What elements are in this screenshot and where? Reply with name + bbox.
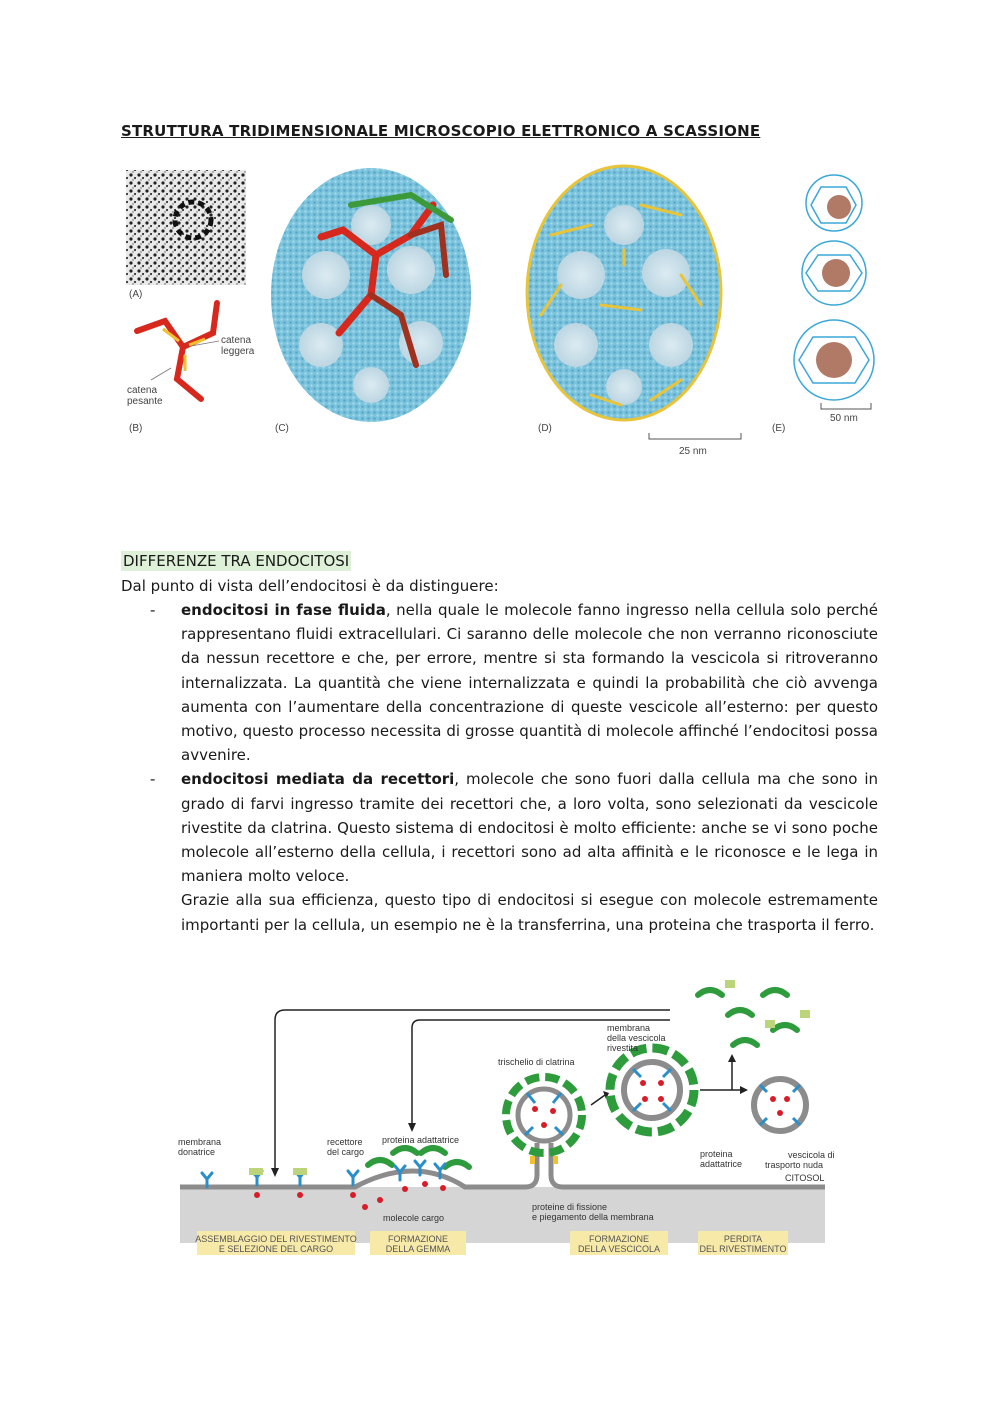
stage-label-2b: DELLA GEMMA: [385, 1244, 451, 1254]
endocytosis-diagram-svg: [175, 975, 835, 1260]
light-chain-label: catena leggera: [221, 335, 255, 357]
naked-vesicle-label-2: trasporto nuda: [765, 1160, 824, 1170]
panel-b-label: (B): [129, 423, 143, 434]
bullet-text: , molecole che sono fuori dalla cellula ma che sono in grado di farvi ingresso tramite dei recettori che, a loro volta, sono selezionati da vescicole rivestite da clatrina. Questo sistema di endocitosi è molto efficiente: anche se vi sono poche molecole all’esterno della cellula, i recettori sono ad alta affinità e le riconosce e le lega in maniera molto veloce.: [181, 770, 879, 886]
stage-label-4a: PERDITA: [723, 1234, 763, 1244]
budding-coat: [368, 1148, 469, 1192]
bullet-dash: -: [150, 601, 156, 619]
vesicle-membrane-label-2: della vescicola: [607, 1033, 666, 1043]
stage-label-4b: DEL RIVESTIMENTO: [699, 1244, 787, 1254]
bullet-term: endocitosi mediata da recettori: [181, 770, 455, 789]
clathrin-figure: [121, 165, 881, 465]
vesicle-membrane-label: membrana: [607, 1023, 651, 1033]
section-heading: DIFFERENZE TRA ENDOCITOSI: [123, 552, 350, 570]
stage-label-3b: DELLA VESCICOLA: [577, 1244, 661, 1254]
adaptor-protein-label-2: proteina: [700, 1149, 733, 1159]
released-clathrin: [698, 980, 810, 1045]
clathrin-figure-svg: [121, 165, 881, 465]
micrograph-panel-a: [126, 170, 246, 285]
adaptor-protein-label: proteina adattatrice: [382, 1135, 460, 1145]
membrane-donor-label-2: donatrice: [178, 1147, 216, 1157]
scale-50nm: 50 nm: [830, 413, 858, 424]
panel-d-label: (D): [538, 423, 552, 434]
panel-e-label: (E): [772, 423, 786, 434]
cargo-molecules-label: molecole cargo: [383, 1213, 445, 1223]
clathrin-cage-c: [271, 168, 471, 422]
heavy-chain-label: catena pesante: [127, 385, 163, 407]
panel-a-label: (A): [129, 289, 143, 300]
cargo-receptor-label-2: del cargo: [327, 1147, 365, 1157]
adaptor-protein-label-2b: adattatrice: [700, 1159, 743, 1169]
clathrin-cage-d: [527, 166, 721, 420]
panel-c-label: (C): [275, 423, 289, 434]
list-item: [121, 598, 878, 767]
membrane-donor-label: membrana: [178, 1137, 222, 1147]
naked-vesicle: [754, 1079, 806, 1131]
bullet-text: , nella quale le molecole fanno ingresso nella cellula solo perché rappresentano fluidi extracellulari. Ci saranno delle molecole che non verranno riconosciute da nessun recettore e che, per errore, mentre si sta formando la vescicola si ritroveranno internalizzata. La quantità che viene internalizzata e quindi la probabilità che ciò avvenga aumenta con l’aumentare della concentrazione di queste vescicole all’esterno: per questo motivo, questo processo necessita di grosse quantità di molecole affinché l’endocitosi possa avvenire.: [181, 601, 878, 765]
cage-models-e: [794, 175, 874, 400]
intro-text: Dal punto di vista dell’endocitosi è da distinguere:: [121, 577, 499, 595]
bullet-dash: -: [150, 770, 156, 789]
triskelion-label: trischelio di clatrina: [498, 1057, 575, 1067]
list-item: [121, 767, 878, 936]
forming-vesicle: [506, 1077, 582, 1164]
cytosol-label: CITOSOL: [785, 1173, 825, 1183]
naked-vesicle-label: vescicola di: [788, 1150, 835, 1160]
stage-label-1a: ASSEMBLAGGIO DEL RIVESTIMENTO: [195, 1234, 357, 1244]
stage-label-3a: FORMAZIONE: [589, 1234, 649, 1244]
bullet-term: endocitosi in fase fluida: [181, 601, 386, 619]
bullet-list: [121, 598, 878, 937]
vesicle-membrane-label-3: rivestita: [607, 1043, 639, 1053]
cargo-receptor-label: recettore: [327, 1137, 363, 1147]
stage-label-2a: FORMAZIONE: [388, 1234, 448, 1244]
scale-25nm: 25 nm: [679, 446, 707, 457]
fission-proteins-label: proteine di fissione: [532, 1202, 608, 1212]
fission-proteins-label-2: e piegamento della membrana: [532, 1212, 654, 1222]
stage-label-1b: E SELEZIONE DEL CARGO: [218, 1244, 334, 1254]
coated-vesicle: [610, 1048, 694, 1132]
page-title: STRUTTURA TRIDIMENSIONALE MICROSCOPIO ELETTRONICO A SCASSIONE: [121, 122, 761, 140]
bullet-extra-text: Grazie alla sua efficienza, questo tipo di endocitosi si esegue con molecole estremamente importanti per la cellula, un esempio ne è la transferrina, una proteina che trasporta il ferro.: [181, 891, 878, 934]
endocytosis-diagram: [175, 975, 835, 1260]
